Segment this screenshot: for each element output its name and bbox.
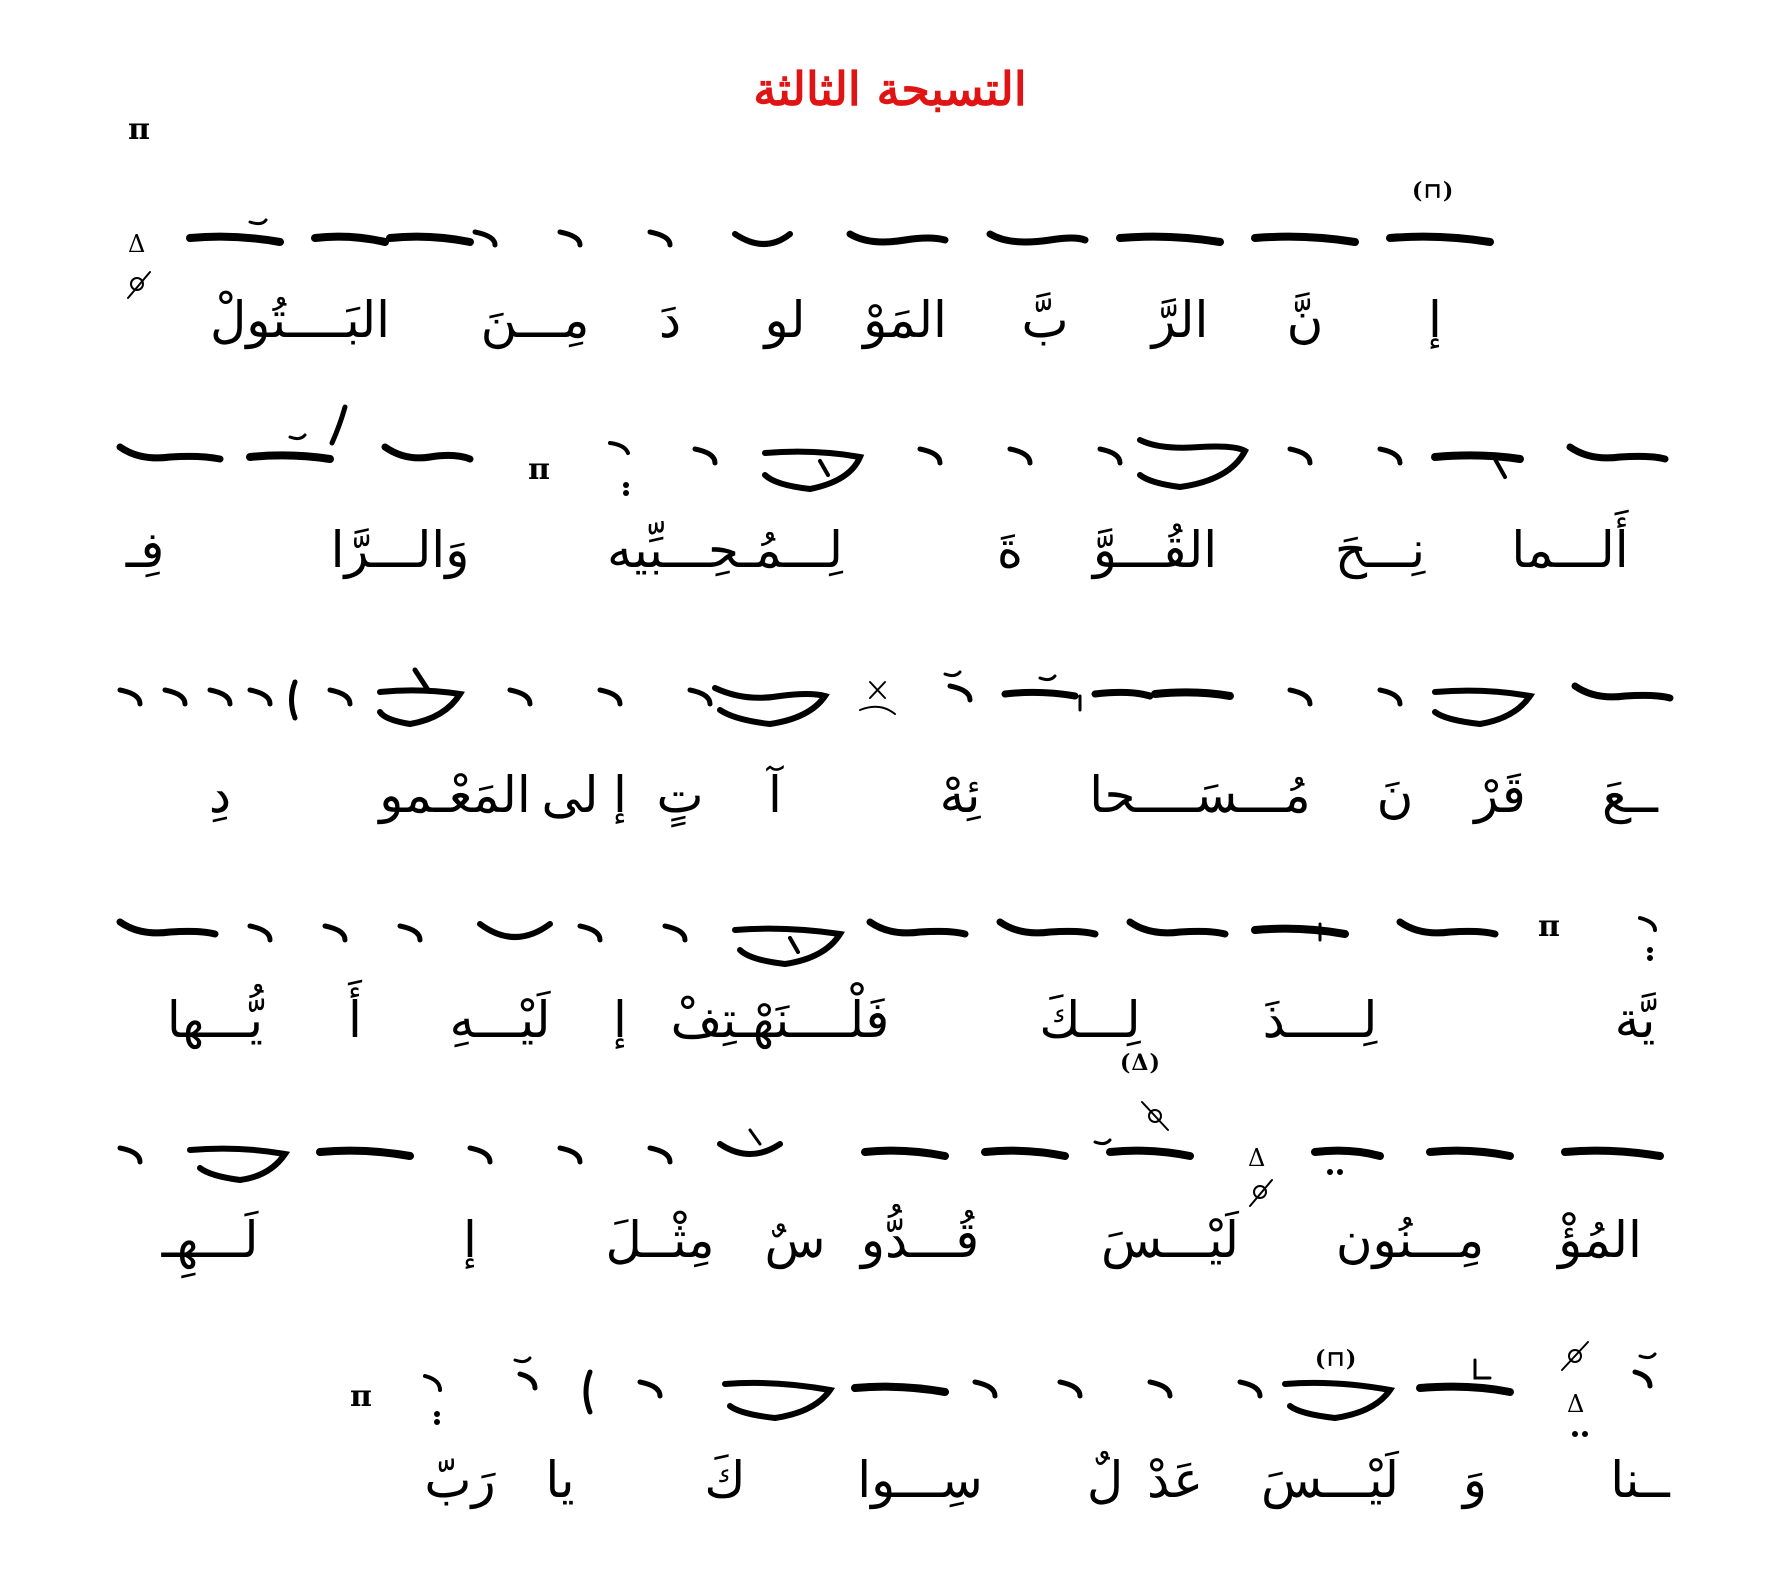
pi-sign: π [1538, 909, 1560, 944]
syllable: ــعَ [1602, 766, 1658, 824]
neume-row-3 [0, 640, 1780, 760]
syllable: لِـــكَ [1039, 991, 1141, 1049]
syllable: قَرْ [1474, 766, 1526, 824]
syllable: نَّ [1286, 291, 1324, 349]
syllable: أَ [348, 991, 362, 1049]
syllable: لَيْـــهِ [449, 991, 551, 1049]
syllable: رَبّ [424, 1451, 496, 1509]
syllable: لَيْـــسَ [1260, 1451, 1400, 1509]
neume-staff-3 [0, 640, 1780, 760]
syllable: القُـــوَّ [1092, 521, 1218, 579]
syllable: إ [613, 991, 627, 1049]
syllable: وَ [1462, 1451, 1488, 1509]
lyric-line-1 [0, 291, 1780, 375]
syllable: دِ [208, 766, 232, 824]
pi-sign: π [528, 452, 550, 487]
syllable: تٍ [656, 766, 704, 824]
syllable: وَالـــرَّا [330, 521, 470, 579]
lyric-line-6 [0, 1451, 1780, 1535]
syllable: مِـــنَ [480, 291, 590, 349]
syllable: لى [541, 766, 599, 824]
syllable: المَوْ [863, 291, 947, 349]
syllable: لَـــهِـ [161, 1211, 259, 1269]
syllable: ــنا [1610, 1451, 1670, 1509]
syllable: يَّة [1614, 991, 1656, 1049]
lyric-line-5 [0, 1211, 1780, 1295]
syllable: نَ [1376, 766, 1414, 824]
neume-staff-5 [0, 1060, 1780, 1210]
syllable: ئِهْ [939, 766, 981, 824]
syllable: لِـــــذَ [1262, 991, 1378, 1049]
pi-sign: π [128, 112, 150, 147]
pi-sign: π [350, 1379, 372, 1414]
bracket-sign: (⊓) [1315, 1346, 1358, 1372]
syllable: سٌ [764, 1211, 826, 1269]
page-title: التسبحة الثالثة [753, 62, 1027, 116]
syllable: مِثْــلَ [605, 1211, 715, 1269]
syllable: لو [764, 291, 806, 349]
neume-staff-4 [0, 880, 1780, 1000]
syllable: بَّ [1021, 291, 1069, 349]
syllable: المُؤْ [1558, 1211, 1642, 1269]
delta-paren-sign: (Δ) [1120, 1050, 1161, 1076]
neume-row-2 [0, 395, 1780, 525]
delta-sign: Δ [128, 230, 146, 258]
syllable: فِـ [125, 521, 165, 579]
bracket-sign: (⊓) [1412, 178, 1455, 204]
syllable: عَدْ [1146, 1451, 1204, 1509]
syllable: لٌ [1086, 1451, 1124, 1509]
syllable: سِـــوا [857, 1451, 983, 1509]
syllable: الرَّ [1151, 291, 1209, 349]
syllable: يا [545, 1451, 575, 1509]
syllable: مُـــسَــــحا [1089, 766, 1311, 824]
lyric-line-3 [0, 766, 1780, 850]
syllable: فَلْــــنَهْـتِفْ [670, 991, 890, 1049]
syllable: لَيْـــسَ [1100, 1211, 1240, 1269]
syllable: إ [1428, 291, 1442, 349]
syllable: المَعْـمو [379, 766, 531, 824]
syllable: أَلـــما [1511, 521, 1629, 579]
syllable: قُـــدُّو [860, 1211, 980, 1269]
delta-sign: Δ [1567, 1390, 1585, 1418]
neume-row-5 [0, 1050, 1780, 1210]
syllable: دَ [658, 291, 682, 349]
syllable: ةَ [996, 521, 1024, 579]
neume-staff-6 [0, 1320, 1780, 1470]
syllable: كَ [704, 1451, 746, 1509]
neume-row-4 [0, 880, 1780, 1000]
syllable: مِـــنُون [1335, 1211, 1485, 1269]
syllable: إ [463, 1211, 477, 1269]
lyric-line-2 [0, 521, 1780, 605]
syllable: إ [613, 766, 627, 824]
neume-staff-2 [0, 395, 1780, 525]
syllable: يُّـــها [166, 991, 264, 1049]
syllable: البَــــتُولْ [209, 291, 391, 349]
syllable: لِـــمُـحِـــبِّيه [607, 521, 843, 579]
syllable: آ [768, 766, 782, 824]
neume-row-6 [0, 1320, 1780, 1470]
delta-sign: Δ [1248, 1144, 1266, 1172]
syllable: نِـــحَ [1334, 521, 1426, 579]
